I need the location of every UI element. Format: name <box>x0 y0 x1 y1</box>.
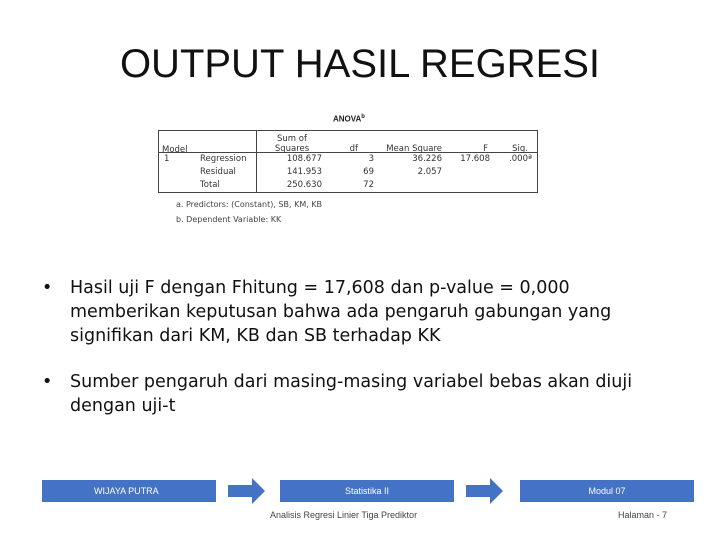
footer-arrow-icon <box>466 478 504 504</box>
anova-row-df: 72 <box>363 180 374 190</box>
anova-model-number: 1 <box>164 154 170 164</box>
footer-course: Statistika II <box>344 486 389 496</box>
anova-table <box>158 130 538 193</box>
bullet-item <box>42 276 682 348</box>
anova-header-ss-line2: Squares <box>274 144 310 154</box>
anova-title-superscript: b <box>361 114 365 120</box>
footer-arrow-icon <box>228 478 266 504</box>
anova-row-ss: 141.953 <box>286 167 322 177</box>
anova-row-f: 17.608 <box>460 154 490 164</box>
anova-row-label: Residual <box>200 167 236 177</box>
anova-footnote: b. Dependent Variable: KK <box>176 215 282 224</box>
footer-module: Modul 07 <box>588 486 626 496</box>
anova-header-df: df <box>349 144 358 154</box>
anova-row-sig: .000ª <box>509 154 532 164</box>
footer-author: WIJAYA PUTRA <box>94 486 159 496</box>
anova-footnote: a. Predictors: (Constant), SB, KM, KB <box>176 200 323 209</box>
anova-row-df: 3 <box>368 154 374 164</box>
anova-row-ms: 2.057 <box>417 167 442 177</box>
anova-header-mean-square: Mean Square <box>386 144 442 154</box>
anova-row-label: Total <box>200 180 220 190</box>
anova-row-ss: 108.677 <box>286 154 322 164</box>
bullet-item <box>42 370 682 418</box>
slide-title: OUTPUT HASIL REGRESI <box>119 42 601 86</box>
anova-row-label: Regression <box>200 154 247 164</box>
anova-row-ms: 36.226 <box>412 154 442 164</box>
anova-column-divider <box>256 130 257 193</box>
anova-header-sig: Sig. <box>512 144 528 154</box>
anova-table-title <box>333 114 365 124</box>
anova-header-model: Model <box>162 145 188 155</box>
bullet-list <box>42 276 682 440</box>
bullet-marker: • <box>42 372 53 392</box>
anova-header-ss-line1: Sum of <box>277 134 307 144</box>
footer-module-box <box>520 480 694 502</box>
footer-course-box <box>280 480 454 502</box>
anova-title-text: ANOVA <box>333 114 362 124</box>
bullet-text: Sumber pengaruh dari masing-masing variabel bebas akan diuji dengan uji-t <box>70 372 633 416</box>
footer-page-number: Halaman - 7 <box>618 510 668 520</box>
footer-author-box <box>42 480 216 502</box>
anova-header-f: F <box>483 144 488 154</box>
bullet-text: Hasil uji F dengan Fhitung = 17,608 dan p-value = 0,000 memberikan keputusan bahwa ada pengaruh gabungan yang signifikan dari KM, KB dan SB terhadap KK <box>70 278 612 346</box>
anova-row-df: 69 <box>363 167 374 177</box>
footer-subtitle: Analisis Regresi Linier Tiga Prediktor <box>270 510 418 520</box>
anova-row-ss: 250.630 <box>286 180 322 190</box>
bullet-marker: • <box>42 278 53 298</box>
